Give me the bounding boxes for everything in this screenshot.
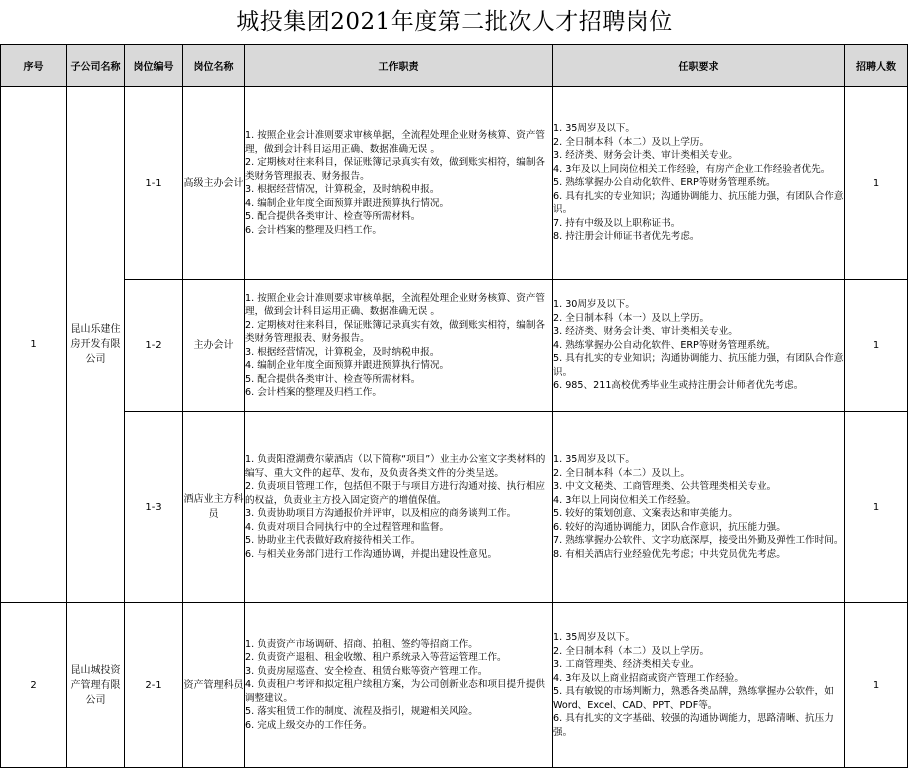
req-item: 5. 具有敏锐的市场判断力，熟悉各类品牌，熟练掌握办公软件，如Word、Excel、CAD、PPT、PDF等。	[553, 686, 834, 711]
seq-cell: 1	[1, 87, 67, 603]
duty-item: 6. 完成上级交办的工作任务。	[245, 719, 373, 731]
reqs-cell	[553, 603, 845, 768]
count-cell: 1	[845, 87, 908, 280]
req-item: 3. 工商管理类、经济类相关专业。	[553, 659, 700, 670]
req-item: 6. 具有扎实的文字基础、较强的沟通协调能力，思路清晰、抗压力强。	[553, 713, 834, 738]
duties-cell	[245, 280, 553, 412]
duty-item: 3. 负责房屋巡查、安全检查、租赁台账等资产管理工作。	[245, 665, 488, 677]
table-row	[1, 280, 908, 412]
duty-item: 5. 协助业主代表做好政府接待相关工作。	[245, 535, 421, 546]
req-item: 6. 985、211高校优秀毕业生或持注册会计师者优先考虑。	[553, 380, 804, 392]
duty-item: 6. 与相关业务部门进行工作沟通协调，并提出建设性意见。	[245, 548, 498, 560]
req-item: 1. 30周岁及以下。	[553, 299, 635, 311]
position-name-cell: 主办会计	[183, 280, 245, 412]
header-duties: 工作职责	[245, 45, 553, 87]
position-name-cell: 酒店业主方科员	[183, 412, 245, 603]
req-item: 1. 35周岁及以下。	[553, 123, 635, 135]
duties-cell	[245, 412, 553, 603]
req-item: 5. 熟练掌握办公自动化软件、ERP等财务管理系统。	[553, 177, 776, 189]
req-item: 2. 全日制本科（本二）及以上学历。	[553, 136, 710, 148]
seq-cell: 2	[1, 603, 67, 768]
req-item: 4. 3年以上同岗位相关工作经验。	[553, 494, 697, 506]
duty-item: 1. 按照企业会计准则要求审核单据，全流程处理企业财务核算、资产管理，做到会计科目运用正确、数据准确无误 。	[245, 130, 546, 155]
req-item: 6. 具有扎实的专业知识；沟通协调能力、抗压能力强，有团队合作意识。	[553, 190, 844, 216]
duties-cell	[245, 603, 553, 768]
duty-item: 5. 配合提供各类审计、检查等所需材料。	[245, 373, 421, 385]
header-count: 招聘人数	[845, 45, 908, 87]
duty-item: 4. 编制企业年度全面预算并跟进预算执行情况。	[245, 360, 450, 371]
recruitment-table	[0, 44, 908, 768]
req-item: 2. 全日制本科（本二）及以上学历。	[553, 645, 710, 657]
duty-item: 4. 负责对项目合同执行中的全过程管理和监督。	[245, 521, 450, 533]
duty-item: 1. 负责资产市场调研、招商、拍租、签约等招商工作。	[245, 638, 478, 650]
req-item: 5. 较好的策划创意、文案表达和审美能力。	[553, 508, 738, 519]
duty-item: 2. 负责项目管理工作，包括但不限于与项目方进行沟通对接、执行相应的权益，负责业主方投入固定资产的增值保值。	[245, 481, 546, 506]
duty-item: 6. 会计档案的整理及归档工作。	[245, 387, 382, 398]
req-item: 2. 全日制本科（本一）及以上学历。	[553, 312, 710, 324]
duty-item: 3. 负责协助项目方沟通报价并评审，以及相应的商务谈判工作。	[245, 508, 517, 519]
table-row	[1, 87, 908, 280]
duty-item: 1. 按照企业会计准则要求审核单据，全流程处理企业财务核算、资产管理，做到会计科目运用正确、数据准确无误 。	[245, 292, 546, 317]
req-item: 8. 持注册会计师证书者优先考虑。	[553, 231, 700, 243]
req-item: 3. 经济类、财务会计类、审计类相关专业。	[553, 326, 738, 338]
count-cell: 1	[845, 603, 908, 768]
header-company: 子公司名称	[67, 45, 125, 87]
table-row	[1, 603, 908, 768]
req-item: 7. 熟练掌握办公软件、文字功底深厚，接受出外勤及弹性工作时间。	[553, 535, 844, 546]
duty-item: 2. 定期核对往来科目，保证账簿记录真实有效，做到账实相符，编制各类财务管理报表、财务报告。	[245, 319, 546, 344]
company-cell: 昆山乐建住房开发有限公司	[67, 87, 125, 603]
code-cell: 1-2	[125, 280, 183, 412]
req-item: 3. 经济类、财务会计类、审计类相关专业。	[553, 150, 738, 162]
duty-item: 3. 根据经营情况，计算税金，及时纳税申报。	[245, 184, 440, 195]
req-item: 4. 熟练掌握办公自动化软件、ERP等财务管理系统。	[553, 339, 776, 351]
code-cell: 2-1	[125, 603, 183, 768]
count-cell: 1	[845, 412, 908, 603]
header-reqs: 任职要求	[553, 45, 845, 87]
header-row	[1, 45, 908, 87]
duties-cell	[245, 87, 553, 280]
header-name: 岗位名称	[183, 45, 245, 87]
reqs-cell	[553, 412, 845, 603]
duty-item: 1. 负责阳澄湖费尔蒙酒店（以下简称“项目”）业主办公室文字类材料的编写、重大文件的起草、发布，及负责各类文件的分类呈送。	[245, 454, 546, 479]
duty-item: 6. 会计档案的整理及归档工作。	[245, 224, 382, 236]
req-item: 3. 中文文秘类、工商管理类、公共管理类相关专业。	[553, 481, 777, 492]
req-item: 1. 35周岁及以下。	[553, 632, 635, 643]
req-item: 7. 持有中级及以上职称证书。	[553, 217, 681, 229]
duty-item: 2. 负责资产退租、租金收缴、租户系统录入等营运管理工作。	[245, 652, 507, 664]
duty-item: 3. 根据经营情况，计算税金，及时纳税申报。	[245, 346, 440, 358]
duty-item: 4. 负责租户考评和拟定租户续租方案，为公司创新业态和项目提升提供调整建议。	[245, 679, 546, 704]
company-cell: 昆山城投资产管理有限公司	[67, 603, 125, 768]
header-code: 岗位编号	[125, 45, 183, 87]
header-seq: 序号	[1, 45, 67, 87]
req-item: 2. 全日制本科（本二）及以上。	[553, 467, 690, 479]
req-item: 1. 35周岁及以下。	[553, 454, 635, 465]
req-item: 5. 具有扎实的专业知识；沟通协调能力、抗压能力强，有团队合作意识。	[553, 353, 844, 378]
count-cell: 1	[845, 280, 908, 412]
reqs-cell	[553, 87, 845, 280]
req-item: 6. 较好的沟通协调能力，团队合作意识，抗压能力强。	[553, 521, 786, 533]
position-name-cell: 高级主办会计	[183, 87, 245, 280]
code-cell: 1-1	[125, 87, 183, 280]
duty-item: 4. 编制企业年度全面预算并跟进预算执行情况。	[245, 197, 450, 209]
duty-item: 2. 定期核对往来科目，保证账簿记录真实有效，做到账实相符，编制各类财务管理报表、财务报告。	[245, 157, 546, 182]
position-name-cell: 资产管理科员	[183, 603, 245, 768]
req-item: 8. 有相关酒店行业经验优先考虑；中共党员优先考虑。	[553, 548, 786, 560]
reqs-cell	[553, 280, 845, 412]
page-title: 城投集团2021年度第二批次人才招聘岗位	[236, 9, 673, 35]
duty-item: 5. 落实租赁工作的制度、流程及指引，规避相关风险。	[245, 706, 478, 718]
duty-item: 5. 配合提供各类审计、检查等所需材料。	[245, 211, 421, 222]
table-row	[1, 412, 908, 603]
code-cell: 1-3	[125, 412, 183, 603]
req-item: 4. 3年及以上商业招商或资产管理工作经验。	[553, 672, 744, 684]
req-item: 4. 3年及以上同岗位相关工作经验，有房产企业工作经验者优先。	[553, 163, 831, 175]
